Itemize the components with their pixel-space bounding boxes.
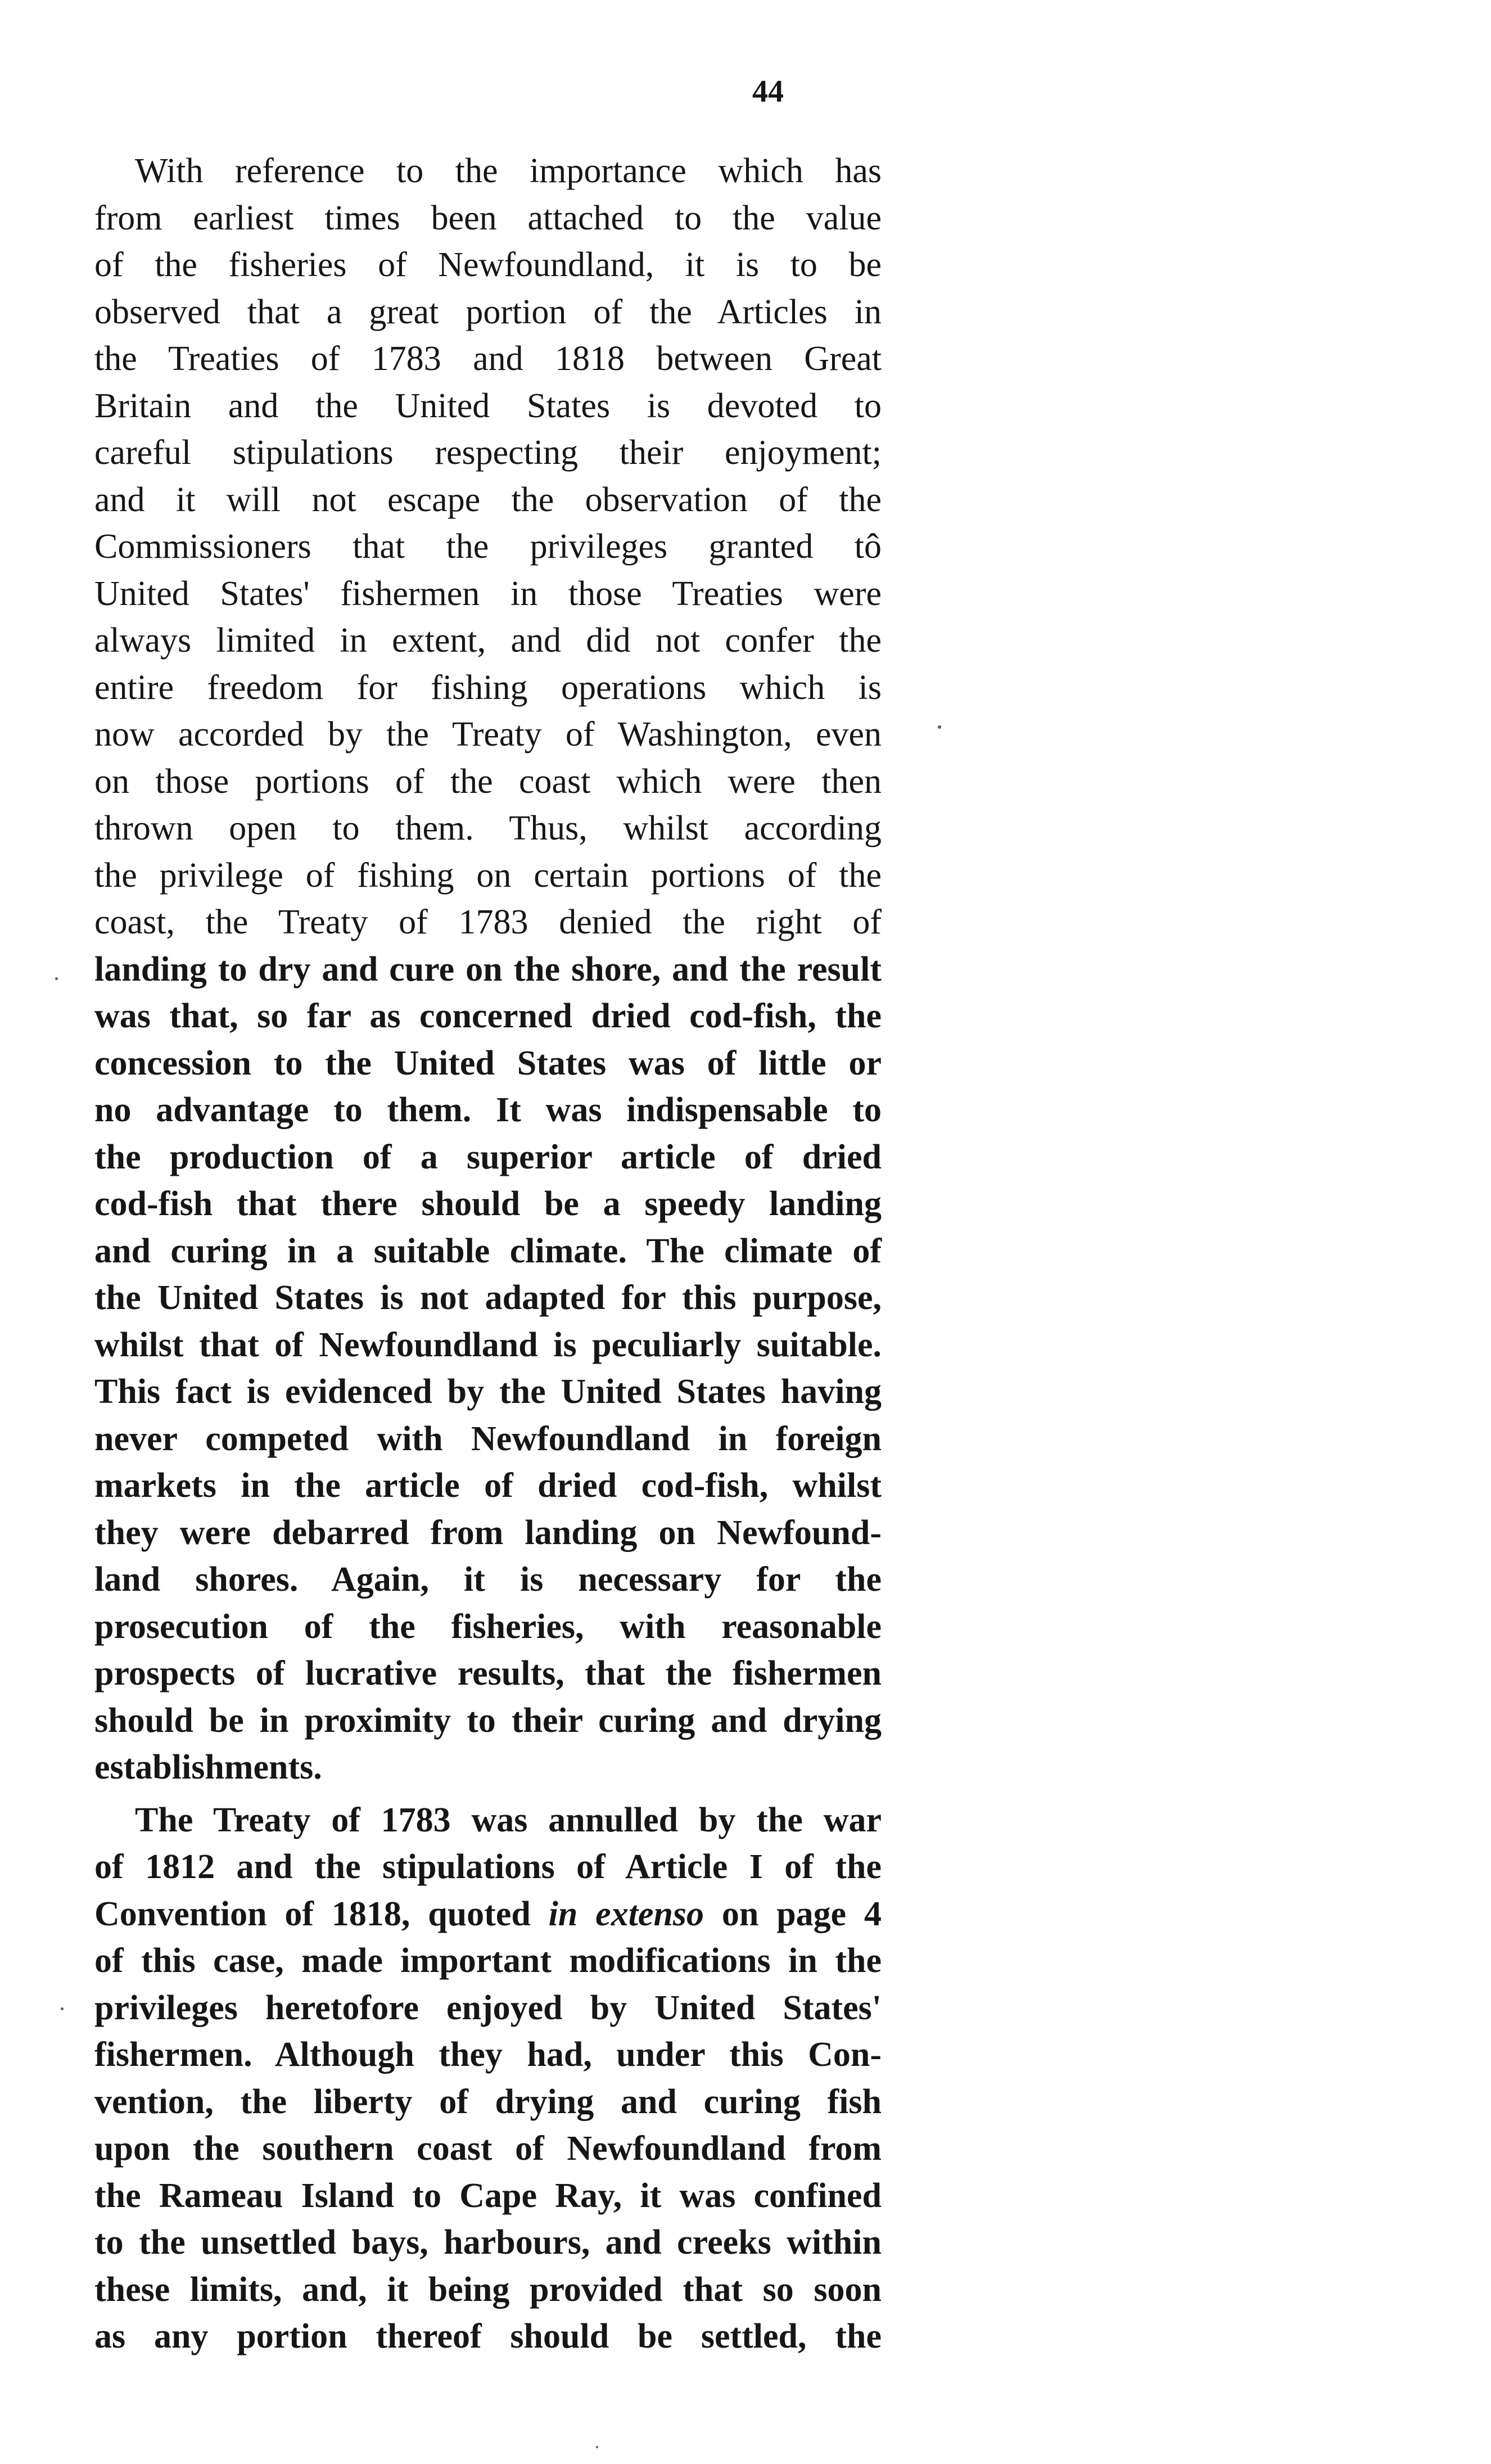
text-line: United States' fishermen in those Treaties were <box>94 574 882 613</box>
text-run: on page 4 <box>721 1894 882 1933</box>
text-line: This fact is evidenced by the United States having <box>94 1373 882 1411</box>
text-line: these limits, and, it being provided that so soon <box>94 2270 882 2309</box>
text-line: observed that a great portion of the Articles in <box>94 292 882 331</box>
text-line: of the fisheries of Newfoundland, it is to be <box>94 246 882 284</box>
text-line: on those portions of the coast which were then <box>94 762 882 801</box>
text-line: was that, so far as concerned dried cod-fish, the <box>94 997 882 1035</box>
text-line: concession to the United States was of little or <box>94 1044 882 1082</box>
text-line <box>94 1891 882 1938</box>
paragraph-2 <box>94 1797 882 2361</box>
italic-phrase: in extenso <box>548 1894 704 1933</box>
text-line: prospects of lucrative results, that the fishermen <box>94 1654 882 1693</box>
text-line: the production of a superior article of dried <box>94 1138 882 1176</box>
text-line: of this case, made important modifications in the <box>94 1942 882 1980</box>
text-line: upon the southern coast of Newfoundland from <box>94 2129 882 2168</box>
text-line: Britain and the United States is devoted to <box>94 386 882 425</box>
text-line: no advantage to them. It was indispensable to <box>94 1091 882 1129</box>
text-line: and curing in a suitable climate. The climate of <box>94 1231 882 1270</box>
text-line: entire freedom for fishing operations which is <box>94 668 882 707</box>
text-line: privileges heretofore enjoyed by United States' <box>94 1988 882 2027</box>
text-line: and it will not escape the observation of the <box>94 480 882 519</box>
text-line: of 1812 and the stipulations of Article I of the <box>94 1848 882 1886</box>
scan-speck <box>61 2007 64 2010</box>
text-line: establishments. <box>94 1748 322 1786</box>
text-line: landing to dry and cure on the shore, and the result <box>94 950 882 989</box>
text-line: from earliest times been attached to the value <box>94 198 882 237</box>
text-line: always limited in extent, and did not confer the <box>94 621 882 660</box>
text-line: cod-fish that there should be a speedy landing <box>94 1185 882 1223</box>
text-line: they were debarred from landing on Newfound- <box>94 1513 882 1552</box>
text-line: The Treaty of 1783 was annulled by the war <box>135 1800 882 1839</box>
body-text <box>94 148 882 2361</box>
text-line: careful stipulations respecting their enjoyment; <box>94 434 882 472</box>
text-run: Convention of 1818, quoted <box>94 1894 531 1933</box>
text-line: to the unsettled bays, harbours, and creeks within <box>94 2223 882 2262</box>
paragraph-1 <box>94 148 882 1791</box>
text-line: the privilege of fishing on certain portions of the <box>94 856 882 895</box>
text-line: land shores. Again, it is necessary for the <box>94 1560 882 1599</box>
scan-speck <box>938 725 941 729</box>
page-number: 44 <box>752 74 784 109</box>
text-line: With reference to the importance which has <box>135 152 882 190</box>
text-line: now accorded by the Treaty of Washington, even <box>94 715 882 753</box>
paragraph-gap <box>94 1791 882 1797</box>
text-line: coast, the Treaty of 1783 denied the right of <box>94 903 882 941</box>
text-line: never competed with Newfoundland in foreign <box>94 1419 882 1458</box>
text-line: as any portion thereof should be settled, the <box>94 2317 882 2355</box>
text-line: the United States is not adapted for this purpose, <box>94 1279 882 1317</box>
text-line: whilst that of Newfoundland is peculiarly suitable. <box>94 1325 882 1364</box>
text-line: thrown open to them. Thus, whilst according <box>94 809 882 847</box>
text-line: vention, the liberty of drying and curing fish <box>94 2082 882 2121</box>
text-line: the Rameau Island to Cape Ray, it was confined <box>94 2176 882 2215</box>
text-line: fishermen. Although they had, under this Con- <box>94 2036 882 2074</box>
scan-speck <box>55 977 58 980</box>
text-line: should be in proximity to their curing and drying <box>94 1701 882 1740</box>
scan-speck <box>596 2446 598 2448</box>
text-line: markets in the article of dried cod-fish, whilst <box>94 1466 882 1505</box>
text-line: Commissioners that the privileges granted tô <box>94 527 882 566</box>
text-line: the Treaties of 1783 and 1818 between Great <box>94 340 882 378</box>
text-line: prosecution of the fisheries, with reasonable <box>94 1607 882 1646</box>
